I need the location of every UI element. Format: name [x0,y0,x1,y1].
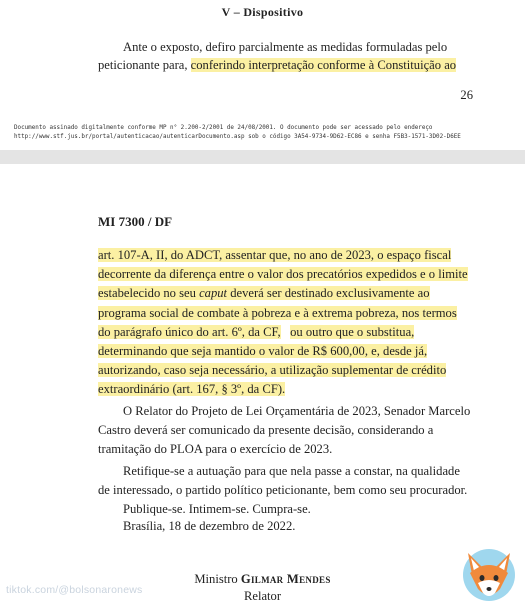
hl-text-5b: ou outro que o substitua, [290,324,415,339]
relator-line-3: tramitação do PLOA para o exercício de 2023. [98,442,333,457]
hl-text-8: extraordinário (art. 167, § 3º, da CF). [98,382,286,397]
highlighted-line-4 [98,304,480,323]
hl-text-6: determinando que seja mantido o valor de R$ 600,00, e, desde já, [98,344,428,359]
highlighted-line-8 [98,380,480,399]
highlighted-line-6 [98,342,480,361]
digital-signature-note-line-1: Documento assinado digitalmente conforme MP n° 2.200-2/2001 de 24/08/2001. O documento pode ser acessado pelo endereço [14,125,433,131]
retifique-paragraph [98,462,480,520]
previous-page [0,0,525,150]
page-separator [0,150,525,164]
highlighted-line-5 [98,323,480,342]
hl-text-2: decorrente da diferença entre o valor dos precatórios expedidos e o limite [98,267,468,282]
relator-line-1: O Relator do Projeto de Lei Orçamentária de 2023, Senador Marcelo [123,404,471,418]
digital-signature-note-line-2: http://www.stf.jus.br/portal/autenticacao/autenticarDocumento.asp sob o código 3A54-9734-9D62-EC86 e senha F5B3-1571-3D02-D6EE [14,134,461,140]
hl-text-4: programa social de combate à pobreza e à extrema pobreza, nos termos [98,305,457,320]
fox-logo-icon [458,545,520,603]
section-heading: V – Dispositivo [221,5,304,19]
highlighted-line-1 [98,246,480,265]
dispositivo-line-2-highlight: conferindo interpretação conforme à Constituição ao [190,58,457,72]
hl-text-1: art. 107-A, II, do ADCT, assentar que, no ano de 2023, o espaço fiscal [98,248,452,262]
highlighted-line-7 [98,361,480,380]
tiktok-watermark: tiktok.com/@bolsonaronews [6,584,143,596]
retifique-line-1: Retifique-se a autuação para que nela passe a constar, na qualidade [123,464,460,478]
page-number: 26 [460,88,473,102]
hl-text-3a: estabelecido no seu [98,286,200,301]
highlighted-line-2 [98,265,480,284]
hl-text-3b: deverá ser destinado exclusivamente ao [227,286,430,301]
digital-signature-note [14,124,461,142]
highlighted-paragraph [98,246,480,400]
dispositivo-line-1: Ante o exposto, defiro parcialmente as medidas formuladas pelo [123,40,448,54]
hl-text-3-caput: caput [199,286,228,301]
retifique-line-2: de interessado, o partido político peticionante, bem como seu procurador. [98,483,468,498]
retifique-line-3: Publique-se. Intimem-se. Cumpra-se. [123,502,311,517]
signature-role: Relator [243,589,282,603]
case-identifier: MI 7300 / DF [98,214,173,229]
hl-text-5a: do parágrafo único do art. 6º, da CF, [98,324,281,339]
dispositivo-line-2-plain: peticionante para, [98,58,191,72]
signature-name: Gilmar Mendes [240,572,331,586]
place-date: Brasília, 18 de dezembro de 2022. [123,519,296,533]
signature-title: Ministro [194,572,241,586]
highlighted-line-3 [98,284,480,303]
relator-paragraph [98,402,480,460]
hl-text-7: autorizando, caso seja necessário, a utilização suplementar de crédito [98,363,447,378]
dispositivo-line-2 [98,56,456,74]
current-page [0,164,525,607]
relator-line-2: Castro deverá ser comunicado da presente decisão, considerando a [98,423,434,438]
